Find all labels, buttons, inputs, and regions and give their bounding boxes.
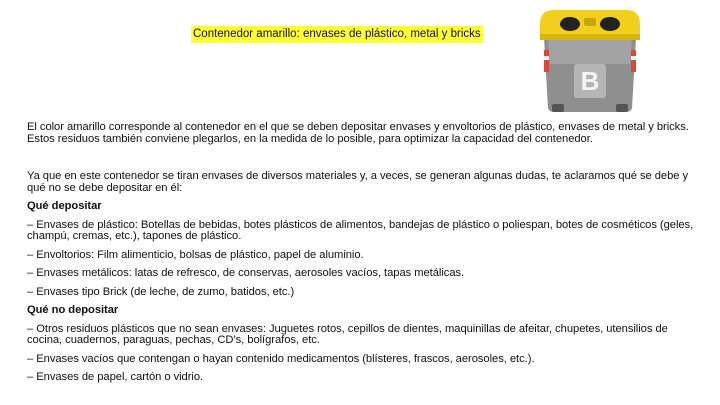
list-item: – Envases vacíos que contengan o hayan contenido medicamentos (blísteres, frascos, aerosoles, etc.). xyxy=(27,352,535,365)
intro-paragraph-1: El color amarillo corresponde al contenedor en el que se deben depositar envases y envoltorios de plástico, envases de metal y bricks. Estos residuos también conviene plegarlos, en la medida de lo posible, para optimizar la capacidad del contenedor. xyxy=(27,121,689,145)
intro-paragraph-2: Ya que en este contenedor se tiran envases de diversos materiales y, a veces, se generan algunas dudas, te aclaramos qué se debe y qué no se debe depositar en él: xyxy=(27,170,689,194)
list-item: – Envases tipo Brick (de leche, de zumo, batidos, etc.) xyxy=(27,285,295,298)
list-item: – Envases de plástico: Botellas de bebidas, botes plásticos de alimentos, bandejas de plástico o poliespan, botes de cosméticos (geles, champú, cremas, etc.), tapones de plástico. xyxy=(27,218,694,242)
list-item: – Envases metálicos: latas de refresco, de conservas, aerosoles vacíos, tapas metálicas. xyxy=(27,267,465,279)
list-item: – Otros residuos plásticos que no sean envases: Juguetes rotos, cepillos de dientes, maquinillas de afeitar, chupetes, utensilios de cocina, cuadernos, paraguas, pechas, CD’s, bolígrafos, etc. xyxy=(27,322,668,346)
list-item: – Envoltorios: Film alimenticio, bolsas de plástico, papel de aluminio. xyxy=(27,248,364,261)
bin-logo-letter: B xyxy=(580,66,600,96)
slide-body xyxy=(27,122,703,391)
slide-title: Contenedor amarillo: envases de plástico, metal y bricks xyxy=(191,26,483,43)
section-heading-what-not-to-deposit: Qué no depositar xyxy=(27,304,119,316)
yellow-container-illustration xyxy=(534,4,646,116)
list-item: – Envases de papel, cartón o vidrio. xyxy=(27,371,204,383)
section-heading-what-to-deposit: Qué depositar xyxy=(27,200,102,212)
